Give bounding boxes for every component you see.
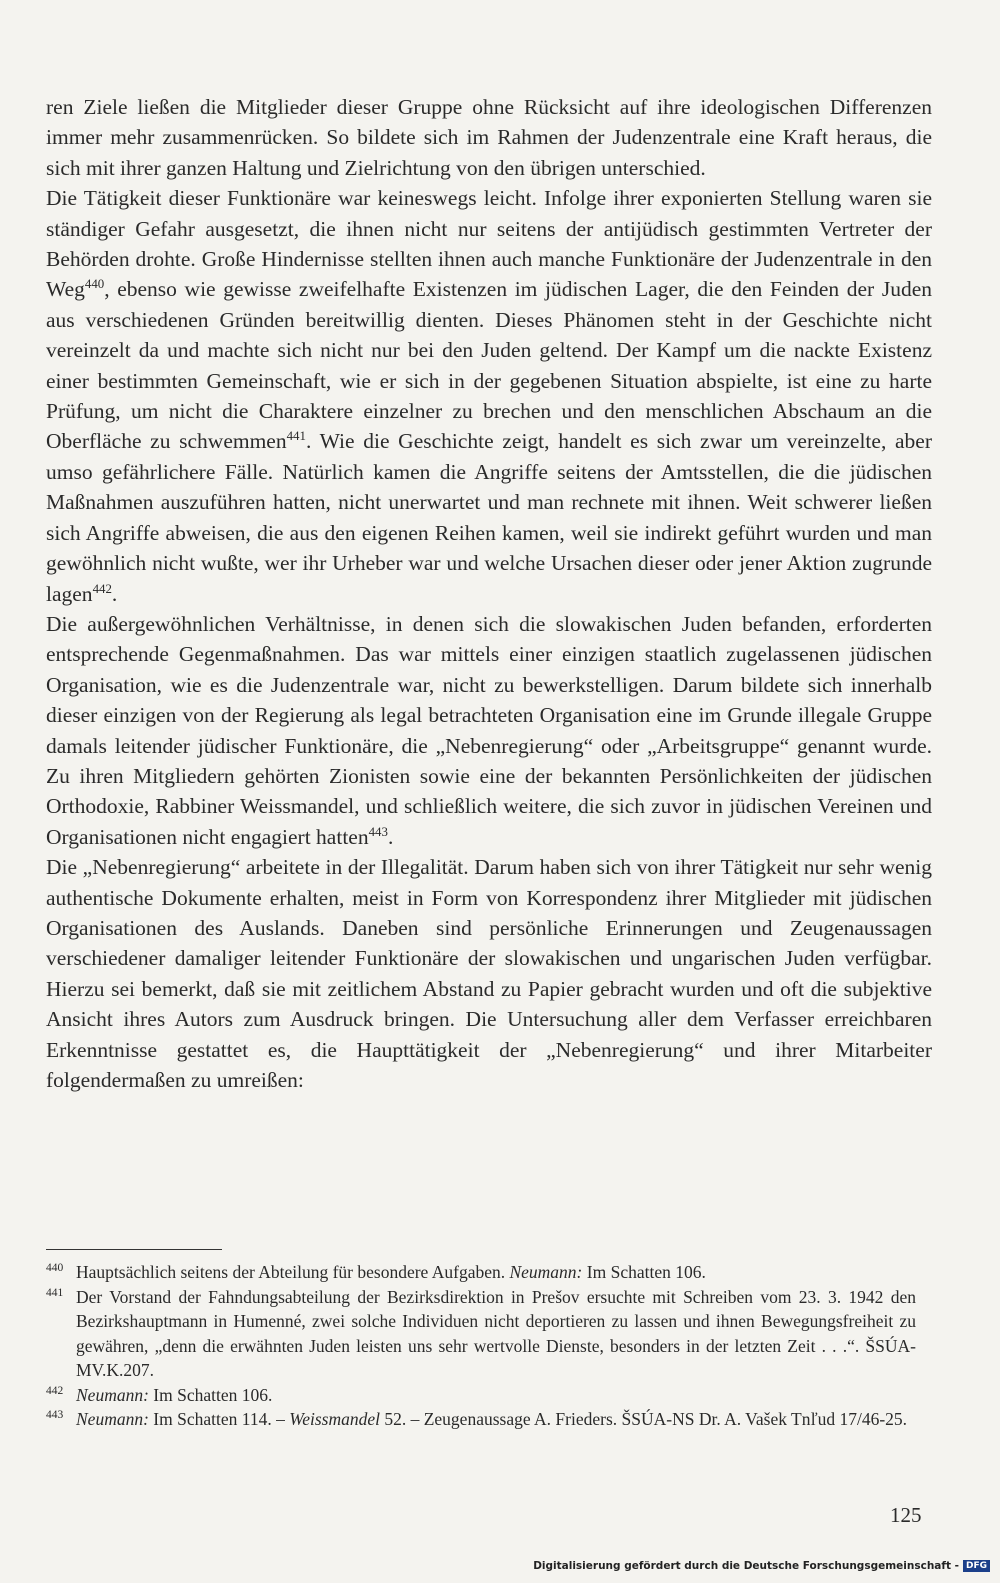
dfg-credit-text: Digitalisierung gefördert durch die Deutsche Forschungsgemeinschaft -	[533, 1560, 959, 1572]
footnote-text-part: Im Schatten 106.	[582, 1262, 706, 1282]
paragraph-4: Die „Nebenregierung“ arbeitete in der Illegalität. Darum haben sich von ihrer Tätigkeit nur sehr wenig authentische Dokumente erhalten, meist in Form von Korrespondenz ihrer Mitglieder mit jüdischen Organisationen des Auslands. Daneben sind persönliche Erinnerungen und Zeugenaussagen verschiedener damaliger leitender Funktionäre der slowakischen und ungarischen Juden verfügbar. Hierzu sei bemerkt, daß sie mit zeitlichem Abstand zu Papier gebracht wurden und oft die subjektive Ansicht ihres Autors zum Ausdruck bringen. Die Untersuchung aller dem Verfasser erreichbaren Erkenntnisse gestattet es, die Haupttätigkeit der „Nebenregierung“ und ihrer Mitarbeiter folgendermaßen zu umreißen:	[46, 855, 932, 1092]
footnote-text-part: 52. – Zeugenaussage A. Frieders. ŠSÚA-NS Dr. A. Vašek Tnľud 17/46-25.	[379, 1409, 908, 1429]
footnote-number: 443	[46, 1409, 64, 1421]
footnote-text-part: Im Schatten 114. –	[148, 1409, 290, 1429]
paragraph-3-text: Die außergewöhnlichen Verhältnisse, in denen sich die slowakischen Juden befanden, erforderten entsprechende Gegenmaßnahmen. Das war mittels einer einzigen staatlich zugelassenen jüdischen Organisation, wie es die Judenzentrale war, nicht zu bewerkstelligen. Darum bildete sich innerhalb dieser einzigen von der Regierung als legal betrachteten Organisation eine im Grunde illegale Gruppe damals leitender jüdischer Funktionäre, die „Nebenregierung“ oder „Arbeitsgruppe“ genannt wurde. Zu ihren Mitgliedern gehörten Zionisten sowie eine der bekannten Persönlichkeiten der jüdischen Orthodoxie, Rabbiner Weissmandel, und schließlich weitere, die sich zuvor in jüdischen Vereinen und Organisationen nicht engagiert hatten	[46, 611, 932, 849]
dfg-footer	[533, 1560, 990, 1572]
page-body	[46, 92, 932, 1095]
main-text	[46, 92, 932, 1095]
paragraph-2-start: Die Tätigkeit dieser Funktionäre war keineswegs leicht. Infolge ihrer exponierten Stellung waren sie ständiger Gefahr ausgesetzt, die ihnen nicht nur seitens der antijüdisch gestimmten Vertreter der Behörden drohte. Große Hindernisse stellten ihnen auch manche Funktionäre der Judenzentrale in den Weg	[46, 186, 932, 302]
footnote-443	[46, 1407, 916, 1432]
footnote-ref-440[interactable]: 440	[84, 277, 105, 292]
footnote-text-part: Hauptsächlich seitens der Abteilung für besondere Aufgaben.	[76, 1262, 510, 1282]
dfg-logo: DFG	[963, 1560, 990, 1572]
footnote-number: 442	[46, 1384, 64, 1397]
footnote-text-part: Im Schatten 106.	[148, 1384, 273, 1405]
paragraph-3-end: .	[387, 824, 394, 849]
footnote-441	[46, 1285, 916, 1383]
footnote-author: Neumann:	[76, 1409, 149, 1429]
paragraph-2-end: .	[111, 581, 118, 606]
footnote-ref-441[interactable]: 441	[286, 429, 306, 444]
footnote-ref-442[interactable]: 442	[92, 581, 112, 596]
paragraph-2	[46, 183, 932, 609]
footnote-number: 440	[46, 1262, 64, 1274]
footnote-text	[76, 1407, 916, 1432]
footnote-text	[76, 1383, 916, 1408]
footnote-ref-443[interactable]: 443	[368, 824, 388, 839]
footnote-author: Neumann:	[509, 1262, 583, 1282]
footnote-author: Weissmandel	[289, 1409, 380, 1429]
footnote-442	[46, 1383, 916, 1408]
paragraph-1: ren Ziele ließen die Mitglieder dieser Gruppe ohne Rücksicht auf ihre ideologischen Differenzen immer mehr zusammenrücken. So bildete sich im Rahmen der Judenzentrale eine Kraft heraus, die sich mit ihrer ganzen Haltung und Zielrichtung von den übrigen unterschied.	[46, 95, 932, 180]
footnote-text	[76, 1260, 916, 1285]
footnote-number: 441	[46, 1286, 64, 1299]
paragraph-2-continued: . Wie die Geschichte zeigt, handelt es sich zwar um vereinzelte, aber umso gefährlichere Fälle. Natürlich kamen die Angriffe seitens der Amtsstellen, die die jüdischen Maßnahmen auszuführen hatten, nicht unerwartet und man rechnete mit ihnen. Weit schwerer ließen sich Angriffe abweisen, die aus den eigenen Reihen kamen, weil sie indirekt geführt wurden und man gewöhnlich nicht wußte, wer ihr Urheber war und welche Ursachen dieser oder jener Aktion zugrunde lagen	[46, 429, 932, 606]
footnote-440	[46, 1260, 916, 1285]
footnote-author: Neumann:	[76, 1384, 149, 1405]
footnote-text: Der Vorstand der Fahndungsabteilung der Bezirksdirektion in Prešov ersuchte mit Schreiben vom 23. 3. 1942 den Bezirkshauptmann in Humenné, zwei solche Individuen nicht deportieren zu lassen und ihnen Bewegungsfreiheit zu gewähren, „denn die erwähnten Juden leisten uns sehr wertvolle Dienste, besonders in der letzten Zeit . . .“. ŠSÚA-MV.K.207.	[76, 1286, 916, 1380]
paragraph-3	[46, 609, 932, 852]
page-number: 125	[890, 1503, 922, 1527]
paragraph-2-middle: , ebenso wie gewisse zweifelhafte Existenzen im jüdischen Lager, die den Feinden der Juden aus verschiedenen Gründen bereitwillig dienten. Dieses Phänomen steht in der Geschichte nicht vereinzelt da und machte sich nicht nur bei den Juden geltend. Der Kampf um die nackte Existenz einer bestimmten Gemeinschaft, wie er sich in der gegebenen Situation abspielte, ist eine zu harte Prüfung, um nicht die Charaktere einzelner zu brechen und den menschlichen Abschaum an die Oberfläche zu schwemmen	[46, 277, 932, 454]
footnotes	[46, 1260, 916, 1432]
footnote-divider	[46, 1249, 222, 1250]
